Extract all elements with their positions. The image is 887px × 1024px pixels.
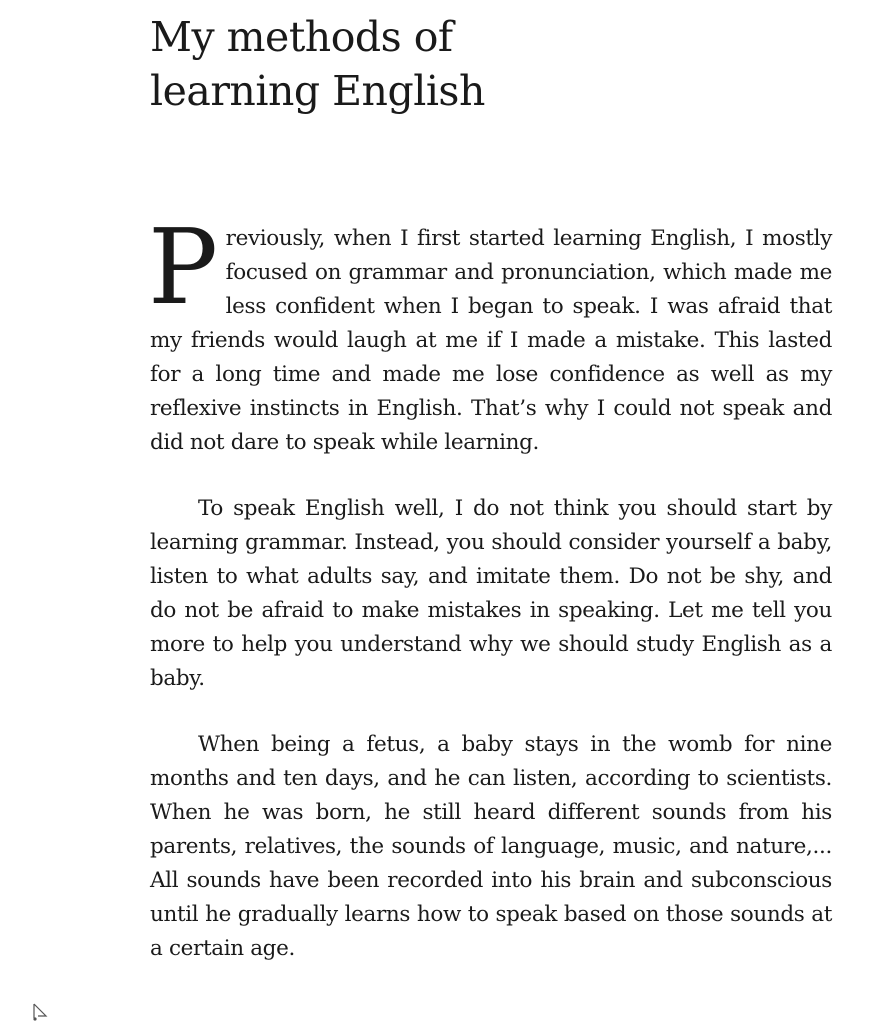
paragraph-2: To speak English well, I do not think you should start by learning grammar. Instead, you should consider yourself a baby, listen to what adults say, and imitate them. Do not be shy, and do not be afraid to make mistakes in speaking. Let me tell you more to help you understand why we should study English as a baby. <box>150 496 832 691</box>
page-title <box>150 10 670 118</box>
paragraph-mark-icon <box>32 1002 50 1022</box>
document-body <box>148 206 832 966</box>
title-line-2: learning English <box>150 67 485 115</box>
paragraph-1 <box>148 206 832 460</box>
paragraph-3: When being a fetus, a baby stays in the womb for nine months and ten days, and he can listen, according to scientists. When he was born, he still heard different sounds from his parents, relatives, the sounds of language, music, and nature,... All sounds have been recorded into his brain and subconscious until he gradually learns how to speak based on those sounds at a certain age. <box>150 732 832 961</box>
drop-cap: P <box>148 206 218 328</box>
paragraph-1-text: reviously, when I first started learning English, I mostly focused on grammar and pronunciation, which made me less confident when I began to speak. I was afraid that my friends would laugh at me if I made a mistake. This lasted for a long time and made me lose confidence as well as my reflexive instincts in English. That’s why I could not speak and did not dare to speak while learning. <box>150 226 832 455</box>
title-line-1: My methods of <box>150 13 453 61</box>
